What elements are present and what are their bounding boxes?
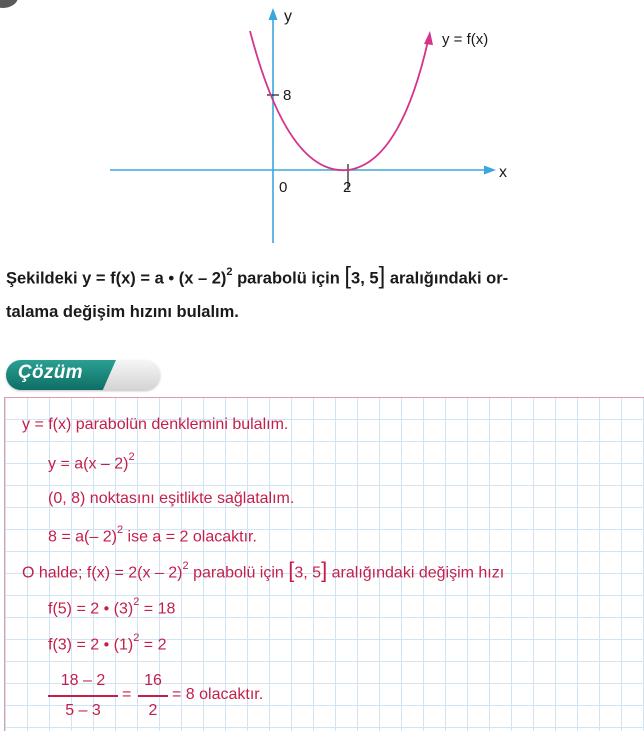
dot-operator: • bbox=[163, 269, 179, 288]
equals-sign: = bbox=[122, 686, 132, 703]
x-axis-arrow bbox=[484, 166, 496, 175]
solution-line-7: f(3) = 2 • $(1)^2 = 2$ bbox=[48, 632, 167, 654]
solution-line-4: 8 = a(– 2)$^2$ ise a = 2 olacaktır. bbox=[48, 524, 257, 546]
parabola-curve bbox=[250, 31, 428, 170]
curve-arrow bbox=[424, 31, 433, 45]
y-axis-arrow bbox=[269, 8, 278, 20]
curve-label: y = f(x) bbox=[442, 31, 489, 48]
fraction-1-numerator: 18 – 2 bbox=[60, 672, 106, 689]
fraction-2-bar bbox=[138, 695, 168, 697]
question-line-1: Şekildeki y = f(x) = a • (x – 2)$^2$ parabolü için [3, 5] aralığındaki or- bbox=[6, 262, 509, 290]
question-line-2: talama değişim hızını bulalım. bbox=[6, 302, 239, 321]
fraction-1-denominator: 5 – 3 bbox=[65, 702, 101, 719]
cozum-label: Çözüm bbox=[18, 362, 83, 383]
parabola-graph bbox=[0, 0, 644, 250]
solution-line-1: y = f(x) parabolün denklemini bulalım. bbox=[22, 416, 289, 433]
x-axis-label: x bbox=[499, 164, 507, 181]
solution-line-6: f(5) = 2 • $(3)^2 = 18$ bbox=[48, 596, 176, 618]
fraction-2-numerator: 16 bbox=[144, 672, 162, 689]
fraction-1-bar bbox=[48, 695, 118, 697]
fraction-2-denominator: 2 bbox=[148, 702, 158, 719]
solution-result: = 8 olacaktır. bbox=[172, 686, 264, 703]
origin-label: 0 bbox=[279, 179, 288, 196]
x-tick-label: 2 bbox=[343, 179, 352, 196]
y-axis-label: y bbox=[284, 8, 292, 25]
y-tick-label: 8 bbox=[283, 87, 292, 104]
question-text bbox=[6, 258, 638, 329]
solution-line-2: y = a(x – 2)$^2$ bbox=[48, 451, 135, 473]
solution-line-3: (0, 8) noktasını eşitlikte sağlatalım. bbox=[48, 490, 295, 507]
solution-line-5: O halde; f(x) = 2(x – 2)$^2$ parabolü için [3, 5] aralığındaki değişim hızı bbox=[22, 557, 505, 583]
